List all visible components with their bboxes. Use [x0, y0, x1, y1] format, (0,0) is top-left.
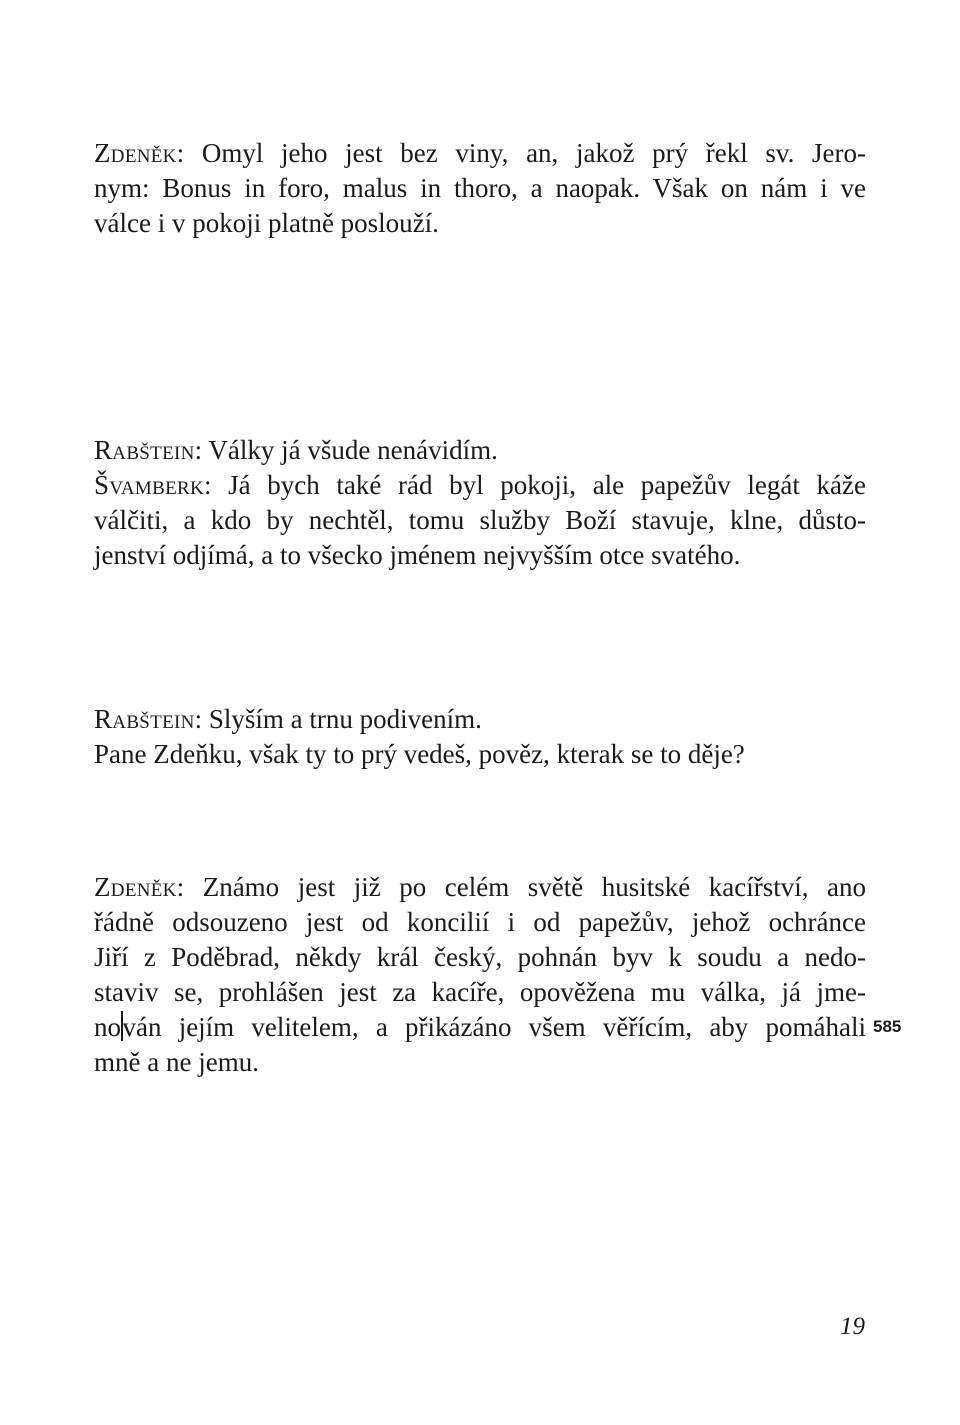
text-line: válce i v pokoji platně poslouží. [94, 208, 439, 238]
text-line: nym: Bonus in foro, malus in thoro, a naopak. Však on nám i ve [94, 173, 866, 203]
dialogue-paragraph-1 [94, 136, 866, 241]
text-line: Rabštein: Slyším a trnu podivením. [94, 704, 482, 734]
text-line: válčiti, a kdo by nechtěl, tomu služby Boží stavuje, klne, důsto- [94, 505, 866, 535]
text-line: řádně odsouzeno jest od koncilií i od papežův, jehož ochránce [94, 907, 866, 937]
dialogue-paragraph-4 [94, 702, 866, 772]
page-number: 19 [840, 1313, 865, 1340]
text-line: Rabštein: Války já všude nenávidím. [94, 435, 498, 465]
text-line: Švamberk: Já bych také rád byl pokoji, ale papežův legát káže [94, 470, 866, 500]
speaker-name: Švamberk [94, 470, 204, 500]
speaker-name: Zdeněk [94, 872, 177, 902]
text-line [94, 1010, 866, 1045]
text-line: staviv se, prohlášen jest za kacíře, opověžena mu válka, já jme- [94, 977, 866, 1007]
text-line: Zdeněk: Omyl jeho jest bez viny, an, jakož prý řekl sv. Jero- [94, 138, 866, 168]
speaker-name: Rabštein [94, 704, 195, 734]
line-text: Já bych také rád byl pokoji, ale papežův legát káže [228, 470, 866, 500]
line-text: Omyl jeho jest bez viny, an, jakož prý řekl sv. Jero- [201, 138, 866, 168]
text-line: Zdeněk: Známo jest již po celém světě husitské kacířství, ano [94, 872, 866, 902]
speaker-name: Zdeněk [94, 138, 177, 168]
text-line: Pane Zdeňku, však ty to prý vedeš, pověz, kterak se to děje? [94, 739, 745, 769]
line-text: Známo jest již po celém světě husitské kacířství, ano [202, 872, 866, 902]
dialogue-paragraph-2 [94, 433, 866, 468]
dialogue-paragraph-3 [94, 468, 866, 573]
margin-line-number: 585 [873, 1017, 902, 1036]
text-line: jenství odjímá, a to všecko jménem nejvyšším otce svatého. [94, 540, 741, 570]
text-line: mně a ne jemu. [94, 1047, 259, 1077]
line-text: Války já všude nenávidím. [208, 435, 498, 465]
line-text: no [94, 1012, 121, 1042]
dialogue-paragraph-5 [94, 870, 866, 1080]
speaker-name: Rabštein [94, 435, 195, 465]
line-text: ván jejím velitelem, a přikázáno všem věřícím, aby pomáhali [122, 1012, 866, 1042]
line-text: Slyším a trnu podivením. [208, 704, 482, 734]
text-line: Jiří z Poděbrad, někdy král český, pohnán byv k soudu a nedo- [94, 942, 866, 972]
